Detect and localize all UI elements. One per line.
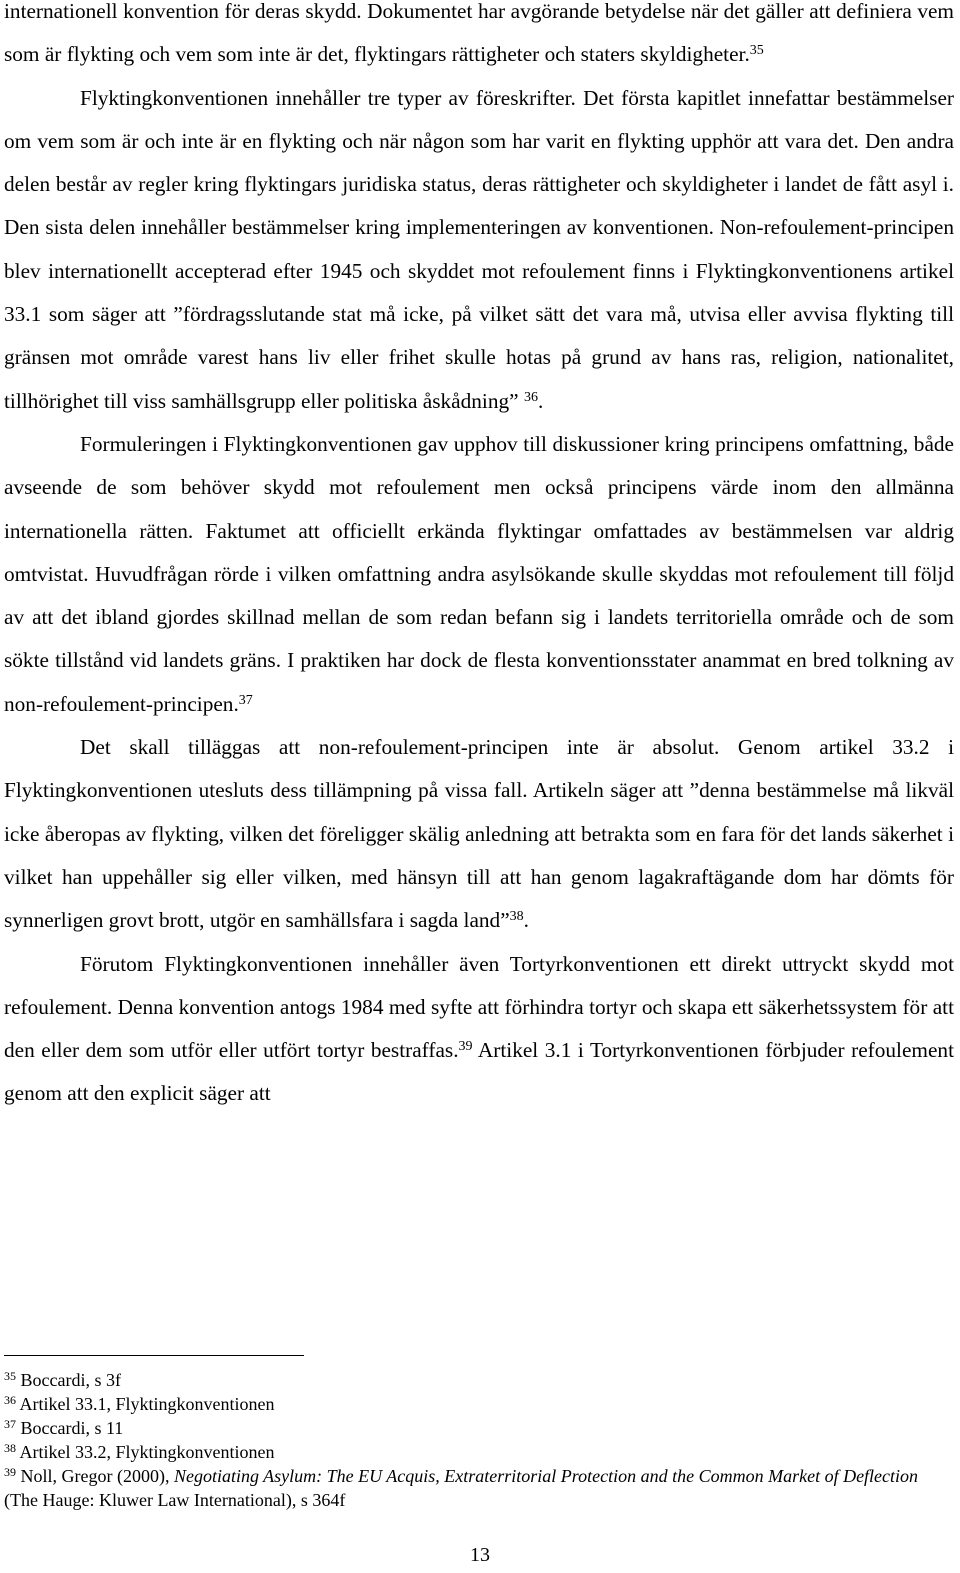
footnote-39: $^{39}$ Noll, Gregor (2000), Negotiating Asylum: The EU Acquis, Extraterritorial Protection and the Common Market of Deflection (The Hauge: Kluwer Law International), s 364f <box>4 1465 919 1510</box>
footnote-ref-35[interactable]: 35 <box>749 43 764 59</box>
footnote-separator <box>4 1355 304 1356</box>
footnote-39-book-title: Negotiating Asylum: The EU Acquis, Extraterritorial Protection and the Common Market of Deflection <box>173 1466 919 1486</box>
footnote-35: $^{35}$ Boccardi, s 3f <box>4 1369 121 1390</box>
footnote-ref-38[interactable]: 38 <box>509 909 524 925</box>
footnote-36: $^{36}$ Artikel 33.1, Flyktingkonventionen <box>4 1393 275 1414</box>
footnote-ref-36[interactable]: 36 <box>523 389 538 405</box>
paragraph-1: internationell konvention för deras skydd. Dokumentet har avgörande betydelse när det gäller att definiera vem som är flykting och vem som inte är det, flyktingars rättigheter och staters skyldigheter.$^{35}$ <box>4 0 954 67</box>
paragraph-4: Det skall tilläggas att non-refoulement-principen inte är absolut. Genom artikel 33.2 i Flyktingkonventionen utesluts dess tillämpning på vissa fall. Artikeln säger att ”denna bestämmelse må likväl icke åberopas av flykting, vilken det föreligger skälig anledning att betrakta som en fara för det lands säkerhet i vilket han uppehåller sig eller vilken, med hänsyn till att han genom lagakraftägande dom har dömts för synnerligen grovt brott, utgör en samhällsfara i sagda land”$^{38}$. <box>4 735 954 933</box>
paragraph-5: Förutom Flyktingkonventionen innehåller även Tortyrkonventionen ett direkt uttryckt skydd mot refoulement. Denna konvention antogs 1984 med syfte att förhindra tortyr och skapa ett säkerhetssystem för att den eller dem som utför eller utfört tortyr bestraffas.$^{39}$ Artikel 3.1 i Tortyrkonventionen förbjuder refoulement genom att den explicit säger att <box>4 951 954 1106</box>
paragraph-2: Flyktingkonventionen innehåller tre typer av föreskrifter. Det första kapitlet innefattar bestämmelser om vem som är och inte är en flykting och när någon som har varit en flykting upphör att vara det. Den andra delen består av regler kring flyktingars juridiska status, deras rättigheter och skyldigheter i landet de fått asyl i. Den sista delen innehåller bestämmelser kring implementeringen av konventionen. Non-refoulement-principen blev internationellt accepterad efter 1945 och skyddet mot refoulement finns i Flyktingkonventionens artikel 33.1 som säger att ”fördragsslutande stat må icke, på vilket sätt det vara må, utvisa eller avvisa flykting till gränsen mot område varest hans liv eller frihet skulle hotas på grund av hans ras, religion, nationalitet, tillhörighet till viss samhällsgrupp eller politiska åskådning” $^{36}$. <box>4 85 954 413</box>
footnote-ref-39[interactable]: 39 <box>458 1039 473 1055</box>
footnote-37: $^{37}$ Boccardi, s 11 <box>4 1417 124 1438</box>
page-number: 13 <box>470 1544 490 1566</box>
footnote-ref-37[interactable]: 37 <box>238 692 253 708</box>
paragraph-3: Formuleringen i Flyktingkonventionen gav upphov till diskussioner kring principens omfattning, både avseende de som behöver skydd mot refoulement men också principens värde inom den allmänna internationella rätten. Faktumet att officiellt erkända flyktingar omfattades av bestämmelsen var aldrig omtvistat. Huvudfrågan rörde i vilken omfattning andra asylsökande skulle skyddas mot refoulement till följd av att det ibland gjordes skillnad mellan de som redan befann sig i landets territoriella område och de som sökte tillstånd vid landets gräns. I praktiken har dock de flesta konventionsstater anammat en bred tolkning av non-refoulement-principen.$^{37}$ <box>4 431 954 716</box>
footnote-38: $^{38}$ Artikel 33.2, Flyktingkonventionen <box>4 1441 275 1462</box>
footnotes <box>4 1368 954 1512</box>
body-text <box>4 0 954 1116</box>
